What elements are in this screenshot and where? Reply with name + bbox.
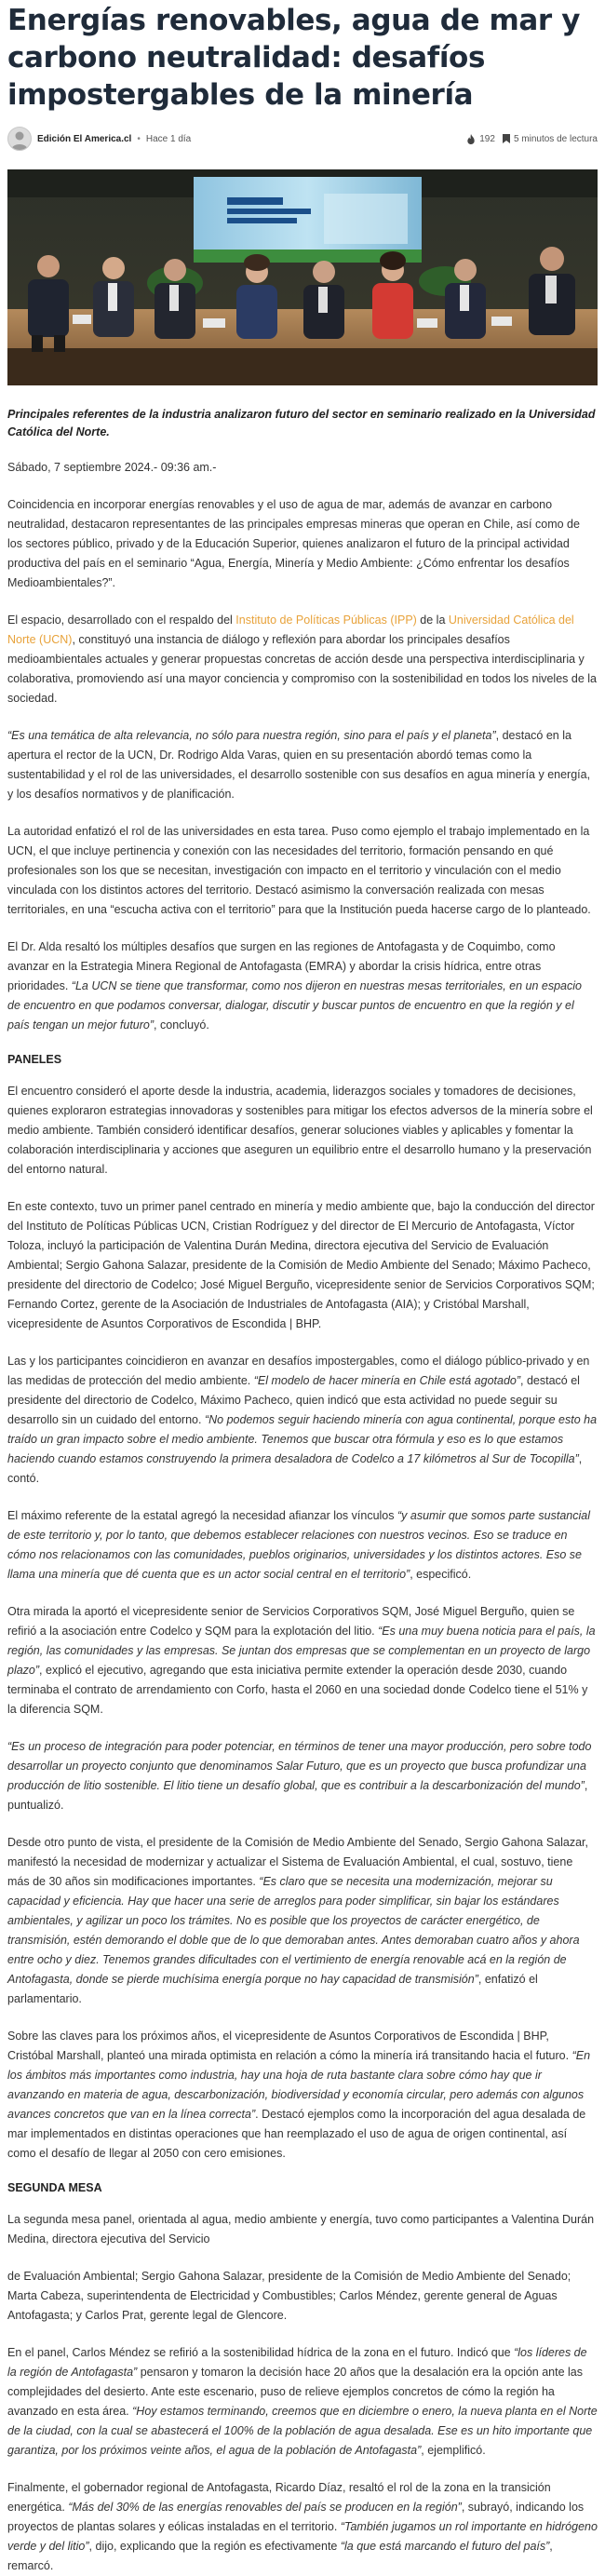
views-count: 192	[479, 133, 495, 144]
paragraph-11: “Es un proceso de integración para poder potenciar, en términos de tener una mayor producción, pero sobre todo desarrollar un proyecto conjunto que denominamos Salar Futuro, que es un proyecto que busca profundizar una producción de litio sostenible. El litio tiene un desafío global, que es contribuir a la descarbonización del mundo”, puntualizó.	[7, 1740, 592, 1812]
paragraph-14b: de Evaluación Ambiental; Sergio Gahona Salazar, presidente de la Comisión de Medio Ambiente del Senado; Marta Cabeza, superintendenta de Electricidad y Combustibles; Carlos Méndez, gerente general de Aguas Antofagasta; y Carlos Prat, gerente legal de Glencore.	[7, 2270, 571, 2322]
byline	[7, 127, 191, 151]
paragraph-16: Finalmente, el gobernador regional de Antofagasta, Ricardo Díaz, resaltó el rol de la zona en la transición energética. “Más del 30% de las energías renovables del país se producen en la región”, subrayó, indicando los proyectos de plantas solares y eólicas instaladas en el territorio. “También jugamos un rol importante en hidrógeno verde y del litio”, dijo, explicando que la región es efectivamente “la que está marcando el futuro del país”, remarcó.	[7, 2481, 598, 2572]
paragraph-14a: La segunda mesa panel, orientada al agua, medio ambiente y energía, tuvo como participantes a Valentina Durán Medina, directora ejecutiva del Servicio	[7, 2213, 595, 2246]
author-name[interactable]: Edición El America.cl	[37, 133, 132, 144]
paragraph-15: En el panel, Carlos Méndez se refirió a la sostenibilidad hídrica de la zona en el futuro. Indicó que “los líderes de la región de Antofagasta” pensaron y tomaron la decisión hace 20 años que la desalación era la opción ante las complejidades del desierto. Ante este escenario, puso de relieve ejemplos concretos de cómo la región ha avanzado en esta área. “Hoy estamos terminando, creemos que en diciembre o enero, la nueva planta en el Norte de la ciudad, con la cual se abastecerá el 100% de la población de agua desalada. Ese es un hito importante que garantiza, por los próximos veinte años, el agua de la población de Antofagasta”, ejemplificó.	[7, 2346, 598, 2457]
hero-image	[7, 169, 598, 385]
headline: Energías renovables, agua de mar y carbono neutralidad: desafíos impostergables de la minería	[7, 4, 581, 112]
article-meta	[7, 127, 598, 151]
paragraph-13: Sobre las claves para los próximos años, el vicepresidente de Asuntos Corporativos de Escondida | BHP, Cristóbal Marshall, planteó una mirada optimista en relación a cómo la minería irá transitando hacia el futuro. “En los ámbitos más importantes como industria, hay una hoja de ruta bastante clara sobre cómo hay que ir avanzando en materia de agua, descarbonización, biodiversidad y economía circular, pero además con algunos avances concretos que van en la línea correcta”. Destacó ejemplos como la incorporación del agua desalada de mar implementados en distintas operaciones que han reemplazado el uso de agua de origen continental, así como el desafío de llegar al 2050 con cero emisiones.	[7, 2030, 591, 2160]
paragraph-1: Coincidencia en incorporar energías renovables y el uso de agua de mar, además de avanzar en carbono neutralidad, destacaron representantes de las principales empresas mineras que operan en Chile, así como de los sectores público, privado y de la Educación Superior, quienes analizaron el futuro de la principal actividad productiva del país en el seminario “Agua, Energía, Minería y Medio Ambiente: ¿Cómo enfrentar los desafíos Medioambientales?”.	[7, 498, 580, 589]
separator-dot: •	[137, 133, 141, 144]
paragraph-5: El Dr. Alda resaltó los múltiples desafíos que surgen en las regiones de Antofagasta y de Coquimbo, como avanzar en la Estrategia Minera Regional de Antofagasta (EMRA) y abordar la crisis hídrica, entre otras prioridades. “La UCN se tiene que transformar, como nos dijeron en nuestras mesas territoriales, en un espacio de encuentro en que podamos conversar, dialogar, discutir y buscar puntos de encuentro en que la región y el país tengan un mejor futuro”, concluyó.	[7, 940, 582, 1032]
paragraph-3: “Es una temática de alta relevancia, no sólo para nuestra región, sino para el país y el planeta”, destacó en la apertura el rector de la UCN, Dr. Rodrigo Alda Varas, quien en su presentación abordó temas como la sustentabilidad y el rol de las universidades, el desarrollo sostenible con sus desafíos en agua minería y energía, y los desafíos normativos y de planificación.	[7, 729, 591, 801]
paragraph-12: Desde otro punto de vista, el presidente de la Comisión de Medio Ambiente del Senado, Sergio Gahona Salazar, manifestó la necesidad de modernizar y actualizar el Sistema de Evaluación Ambiental, el cual, sostuvo, tiene más de 30 años sin modificaciones importantes. “Es claro que se necesita una modernización, mejorar su capacidad y eficiencia. Hay que hacer una serie de arreglos para poder simplificar, sin bajar los estándares ambientales, y agilizar un poco los trámites. No es posible que los proyectos de carácter energético, de transmisión, estén demorando el doble que de lo que demoraban antes. Antes demoraban cuatro años y ahora entre ocho y diez. Tenemos grandes dificultades con el vertimiento de energía renovable acá en la región de Antofagasta, donde se pierde muchísima energía porque no hay capacidad de transmisión”, enfatizó el parlamentario.	[7, 1836, 589, 2005]
paragraph-2: El espacio, desarrollado con el respaldo del Instituto de Políticas Públicas (IPP) de la Universidad Católica del Norte (UCN), constituyó una instancia de diálogo y reflexión para abordar los principales desafíos medioambientales actuales y generar propuestas concretas de acción desde una perspectiva interdisciplinaria y colaborativa, promoviendo así una mayor conciencia y compromiso con la sostenibilidad en todos los niveles de la sociedad.	[7, 614, 597, 705]
author-avatar-icon[interactable]	[7, 127, 32, 151]
article-stats	[466, 134, 598, 144]
ucn-link[interactable]: Universidad Católica del Norte (UCN)	[7, 614, 574, 646]
publish-time: Hace 1 día	[145, 133, 192, 144]
paragraph-4: La autoridad enfatizó el rol de las universidades en esta tarea. Puso como ejemplo el trabajo implementado en la UCN, el que incluye pertinencia y conexión con las necesidades del territorio, formación pensando en qué profesionales son los que se necesitan, investigación con impacto en el territorio y vinculación con el medio vinculada con los distintos actores del territorio. Destacó asimismo la conversación realizada con mesas territoriales, en una “escucha activa con el territorio” para que la Institución pueda hacerse cargo de lo planteado.	[7, 825, 591, 916]
lead-paragraph: Principales referentes de la industria analizaron futuro del sector en seminario realizado en la Universidad Católica del Norte.	[7, 408, 596, 438]
ipp-link[interactable]: Instituto de Políticas Públicas (IPP)	[235, 614, 417, 627]
paragraph-8: Las y los participantes coincidieron en avanzar en desafíos impostergables, como el diálogo público-privado y en las medidas de protección del medio ambiente. “El modelo de hacer minería en Chile está agotado”, destacó el presidente del directorio de Codelco, Máximo Pacheco, quien indicó que esta actividad no puede seguir su desarrollo sin un cuidado del entorno. “No podemos seguir haciendo minería con agua continental, porque esto ha traído un gran impacto sobre el medio ambiente. Tenemos que buscar otra fórmula y eso es lo que estamos haciendo cuando estamos construyendo la primera desaladora de Codelco a 17 kilómetros al Sur de Tocopilla”, contó.	[7, 1355, 598, 1485]
paragraph-7: En este contexto, tuvo un primer panel centrado en minería y medio ambiente que, bajo la conducción del director del Instituto de Políticas Públicas UCN, Cristian Rodríguez y del director de El Mercurio de Antofagasta, Víctor Toloza, incluyó la participación de Valentina Durán Medina, directora ejecutiva del Servicio de Evaluación Ambiental; Sergio Gahona Salazar, presidente de la Comisión de Medio Ambiente del Senado; Máximo Pacheco, presidente del directorio de Codelco; José Miguel Berguño, vicepresidente senior de Servicios Corporativos SQM; Fernando Cortez, gerente de la Asociación de Industriales de Antofagasta (AIA); y Cristóbal Marshall, vicepresidente de Asuntos Corporativos de Escondida | BHP.	[7, 1200, 595, 1330]
read-time: 5 minutos de lectura	[513, 133, 598, 144]
article-page	[0, 2, 605, 2576]
article-body	[7, 406, 598, 2576]
paragraph-10: Otra mirada la aportó el vicepresidente senior de Servicios Corporativos SQM, José Miguel Berguño, quien se refirió a la asociación entre Codelco y SQM para la explotación del litio. “Es una muy buena noticia para el país, la región, las comunidades y las empresas. Se juntan dos empresas que se complementan en un proyecto de largo plazo”, explicó el ejecutivo, agregando que esta iniciativa permite extender la operación desde 2030, cuando terminaba el contrato de arrendamiento con Corfo, hasta el 2060 en una sociedad donde Codelco tiene el 51% y la diferencia SQM.	[7, 1605, 596, 1716]
section-heading-segunda-mesa: SEGUNDA MESA	[7, 2181, 102, 2194]
dateline: Sábado, 7 septiembre 2024.- 09:36 am.-	[7, 461, 217, 474]
paragraph-6: El encuentro consideró el aporte desde la industria, academia, liderazgos sociales y tomadores de decisiones, quienes exploraron estrategias innovadoras y sostenibles para mitigar los efectos adversos de la minería sobre el medio ambiente. También consideró identificar desafíos, generar soluciones viables y aplicables y fomentar la colaboración interdisciplinaria y acciones que aseguren un equilibrio entre el desarrollo humano y la preservación del entorno natural.	[7, 1085, 593, 1176]
views-flame-icon	[466, 134, 476, 144]
bookmark-icon	[503, 134, 510, 143]
section-heading-paneles: PANELES	[7, 1053, 62, 1066]
paragraph-9: El máximo referente de la estatal agregó la necesidad afianzar los vínculos “y asumir que somos parte sustancial de este territorio y, por lo tanto, que debemos establecer relaciones con nuestros vecinos. Eso se traduce en cómo nos relacionamos con las comunidades, pueblos originarios, universidades y los distintos actores. Eso se llama una minería que dé cuenta que es un actor social central en el territorio”, especificó.	[7, 1509, 591, 1581]
